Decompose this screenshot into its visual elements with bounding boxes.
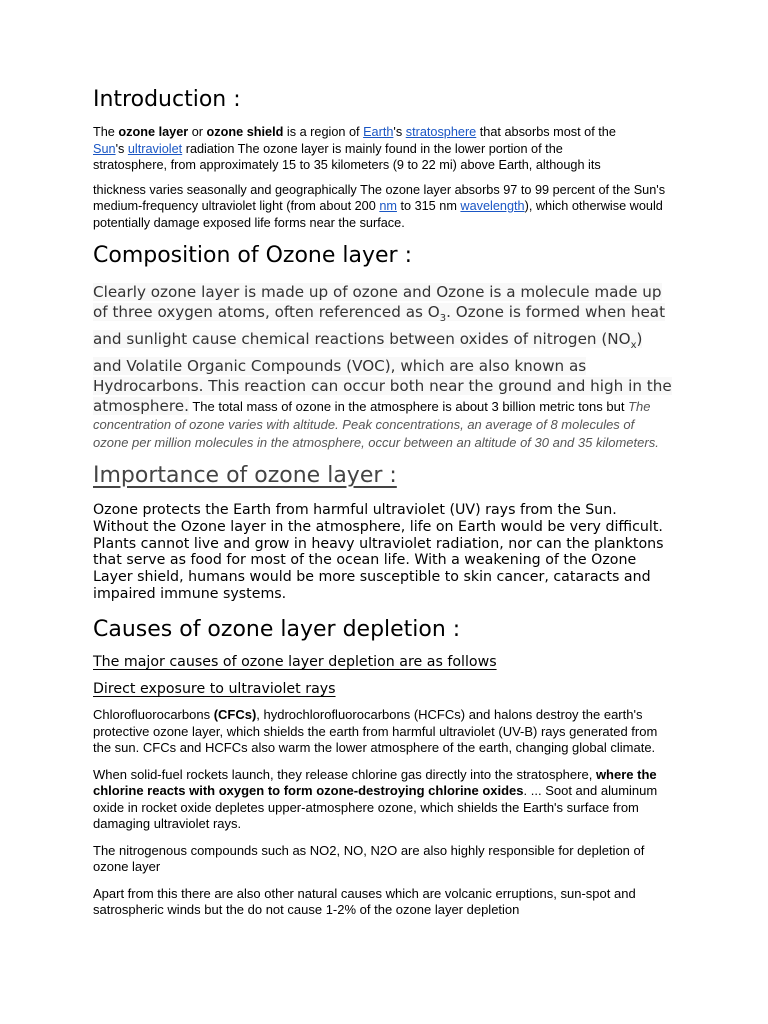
importance-paragraph: Ozone protects the Earth from harmful ultraviolet (UV) rays from the Sun. Without the Ozone layer in the atmosphere, life on Earth would be very difficult. Plants cannot live and grow in heavy ultraviolet radiation, nor can the planktons that serve as food for most of the ocean life. With a weakening of the Ozone Layer shield, humans would be more susceptible to skin cancer, cataracts and impaired immune systems. bbox=[93, 502, 664, 603]
intro-paragraph-2: thickness varies seasonally and geographically The ozone layer absorbs 97 to 99 percent of the Sun's medium-frequency ultraviolet light (from about 200 nm to 315 nm wavelength), which otherwise would potentially damage exposed life forms near the surface. bbox=[93, 182, 666, 230]
causes-paragraph-nitrogen: The nitrogenous compounds such as NO2, NO, N2O are also highly responsible for depletion of ozone layer bbox=[93, 842, 645, 875]
importance-heading: Importance of ozone layer : bbox=[93, 463, 397, 489]
causes-subheading-2: Direct exposure to ultraviolet rays bbox=[93, 680, 336, 697]
composition-paragraph: Clearly ozone layer is made up of ozone and Ozone is a molecule made up of three oxygen atoms, often referenced as $O_3$. Ozone is formed when heat and sunlight cause chemical reactions between oxides of nitrogen $(NO_x)$ and Volatile Organic Compounds (VOC), which are also known as Hydrocarbons. This reaction can occur both near the ground and high in the atmosphere. The total mass of ozone in the atmosphere is about 3 billion metric tons but The concentration of ozone varies with altitude. Peak concentrations, an average of 8 molecules of ozone per million molecules in the atmosphere, occur between an altitude of 30 and 35 kilometers. bbox=[93, 283, 672, 451]
intro-paragraph-1: The ozone layer or ozone shield is a region of Earth's stratosphere that absorbs most of the Sun's ultraviolet radiation The ozone layer is mainly found in the lower portion of the stratosphere, from approximately 15 to 35 kilometers (9 to 22 mi) above Earth, although its bbox=[93, 125, 616, 172]
composition-italic-text: The concentration of ozone varies with altitude. Peak concentrations, an average of 8 molecules of ozone per million molecules in the atmosphere, occur between an altitude of 30 and 35 kilometers. bbox=[93, 399, 659, 451]
link-ultraviolet[interactable]: ultraviolet bbox=[127, 141, 183, 156]
causes-paragraph-rockets: When solid-fuel rockets launch, they release chlorine gas directly into the stratosphere, where the chlorine reacts with oxygen to form ozone-destroying chlorine oxides. ... Soot and aluminum oxide in rocket oxide depletes upper-atmosphere ozone, which shields the Earth's surface from damaging ultraviolet rays. bbox=[93, 766, 658, 832]
link-sun[interactable]: Sun bbox=[93, 141, 116, 156]
link-nm[interactable]: nm bbox=[379, 199, 397, 213]
intro-heading: Introduction : bbox=[93, 87, 241, 112]
bold-ozone-shield: ozone shield bbox=[206, 125, 284, 139]
composition-heading: Composition of Ozone layer : bbox=[93, 243, 412, 268]
causes-subheading-1: The major causes of ozone layer depletion are as follows bbox=[93, 653, 497, 670]
document-page bbox=[93, 86, 673, 919]
causes-heading: Causes of ozone layer depletion : bbox=[93, 616, 461, 642]
bold-ozone-layer: ozone layer bbox=[118, 125, 189, 139]
causes-paragraph-cfcs: Chlorofluorocarbons (CFCs), hydrochlorofluorocarbons (HCFCs) and halons destroy the earth's protective ozone layer, which shields the earth from harmful ultraviolet (UV-B) rays generated from the sun. CFCs and HCFCs also warm the lower atmosphere of the earth, changing global climate. bbox=[93, 707, 658, 756]
composition-highlight-text: Clearly ozone layer is made up of ozone and Ozone is a molecule made up of three oxygen atoms, often referenced as $O_3$. Ozone is formed when heat and sunlight cause chemical reactions between oxides of nitrogen $(NO_x)$ and Volatile Organic Compounds (VOC), which are also known as Hydrocarbons. This reaction can occur both near the ground and high in the atmosphere. bbox=[93, 283, 672, 416]
link-earth[interactable]: Earth bbox=[363, 125, 394, 139]
causes-paragraph-natural: Apart from this there are also other natural causes which are volcanic erruptions, sun-spot and satrospheric winds but the do not cause 1-2% of the ozone layer depletion bbox=[93, 885, 636, 918]
link-wavelength[interactable]: wavelength bbox=[460, 199, 525, 213]
link-stratosphere[interactable]: stratosphere bbox=[405, 125, 477, 139]
